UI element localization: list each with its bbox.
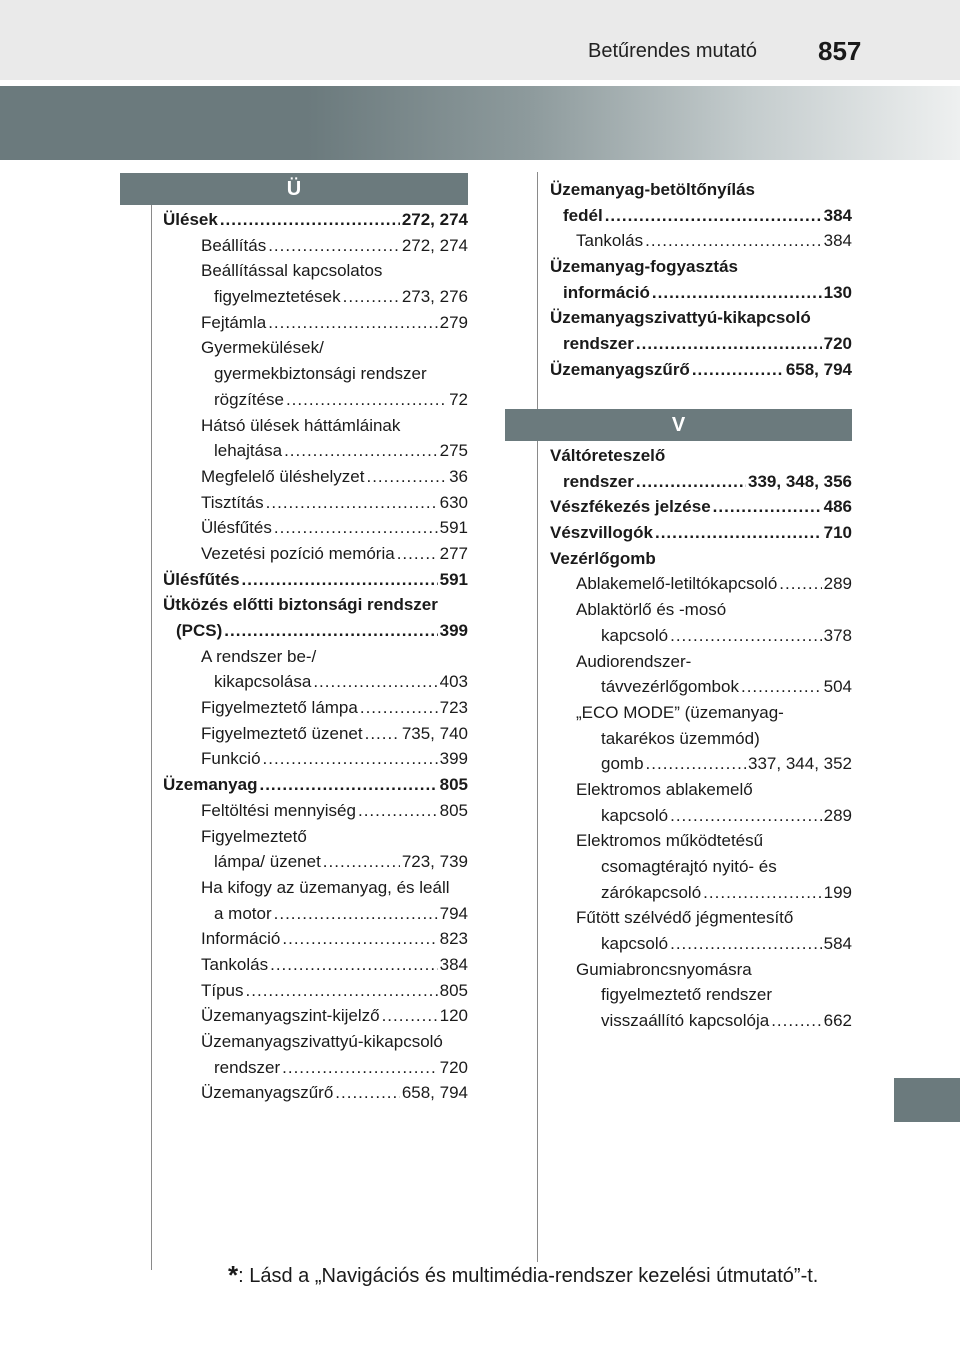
index-entry [550,1008,852,1034]
leader-dots [703,880,821,906]
section-title: Betűrendes mutató [588,40,757,62]
index-entry [550,443,852,469]
index-entry-label: Ablaktörlő és -mosó [576,600,727,620]
index-entry-pages: 720 [439,1057,468,1077]
index-entry-label: Ülések [163,210,218,229]
index-entry-label: zárókapcsoló [601,882,702,902]
index-entry [163,335,468,361]
index-entry-label: Figyelmeztető [201,826,307,846]
index-column-right-bottom [550,443,852,1034]
index-entry [550,469,852,495]
leader-dots [343,284,400,310]
index-entry [550,254,852,280]
leader-dots [274,515,438,541]
index-entry-label: kapcsoló [601,625,669,645]
index-entry-label: Ülésfűtés [163,569,240,589]
leader-dots [335,1080,400,1106]
index-entry-label: Elektromos ablakemelő [576,779,753,799]
index-entry-pages: 710 [823,523,852,543]
index-entry [163,618,468,644]
index-entry-pages: 337, 344, 352 [748,754,852,774]
index-entry-pages: 805 [439,980,468,1000]
index-entry-label: kapcsoló [601,805,669,825]
index-entry-pages: 486 [823,497,852,517]
index-entry [163,1003,468,1029]
index-entry-label: A rendszer be-/ [201,646,317,666]
index-entry [163,644,468,670]
index-entry-label: „ECO MODE” (üzemanyag- [576,702,784,722]
index-entry-label: Ülésfűtés [201,518,272,538]
letter-heading-v: V [505,409,852,441]
index-entry [550,880,852,906]
index-entry [163,284,468,310]
index-entry-pages: 339, 348, 356 [748,471,852,491]
leader-dots [242,567,438,593]
index-entry-pages: 272, 274 [401,235,468,255]
index-entry-label: fedél [563,205,603,225]
leader-dots [246,978,438,1004]
leader-dots [286,387,447,413]
index-entry-label: visszaállító kapcsolója [601,1011,770,1031]
index-entry [163,1080,468,1106]
leader-dots [655,520,822,546]
index-entry [163,1055,468,1081]
index-entry-pages: 399 [439,621,468,640]
index-entry [550,546,852,572]
index-entry-label: Üzemanyagszűrő [201,1083,334,1103]
index-entry-pages: 275 [439,441,468,461]
index-entry-pages: 805 [439,775,468,795]
index-entry-pages: 723 [439,698,468,718]
index-entry [163,233,468,259]
index-entry-label: Üzemanyag [163,775,258,795]
leader-dots [771,1008,821,1034]
index-entry-pages: 277 [439,543,468,563]
index-entry-label: (PCS) [176,621,223,640]
index-entry [163,387,468,413]
index-entry-label: távvezérlőgombok [601,677,739,697]
leader-dots [313,669,437,695]
index-entry [163,310,468,336]
index-entry-label: Fejtámla [201,312,267,332]
index-entry-pages: 72 [449,389,468,409]
index-entry [550,623,852,649]
index-entry [163,746,468,772]
index-entry [550,597,852,623]
index-entry-pages: 289 [823,805,852,825]
leader-dots [670,803,822,829]
index-entry [163,978,468,1004]
index-entry-label: rendszer [563,334,634,354]
index-entry-pages: 279 [439,312,468,332]
index-entry-label: Tankolás [201,954,269,974]
leader-dots [360,695,438,721]
index-entry [550,700,852,726]
index-entry [550,674,852,700]
index-entry-pages: 805 [439,800,468,820]
index-entry-pages: 199 [823,882,852,902]
index-entry-pages: 720 [823,334,852,354]
index-entry-label: Beállítással kapcsolatos [201,261,383,281]
index-entry [550,803,852,829]
leader-dots [268,310,437,336]
index-entry-label: csomagtérajtó nyitó- és [601,857,777,876]
index-entry-label: takarékos üzemmód) [601,728,760,748]
index-entry-label: információ [563,282,650,302]
page-number: 857 [818,36,862,66]
index-entry [550,649,852,675]
leader-dots [382,1003,438,1029]
index-entry [550,905,852,931]
index-entry-label: Vészvillogók [550,523,653,543]
index-entry-label: Üzemanyagszivattyú-kikapcsoló [201,1032,443,1051]
index-entry [163,952,468,978]
index-entry-label: rögzítése [214,389,284,409]
index-entry-label: kapcsoló [601,934,669,954]
index-entry-label: Üzemanyagszint-kijelző [201,1006,380,1026]
index-entry [550,726,852,752]
index-entry-label: Vezérlőgomb [550,548,656,568]
index-entry [163,541,468,567]
index-entry-label: Beállítás [201,235,267,255]
index-entry [550,982,852,1008]
leader-dots [224,618,437,644]
index-entry-label: Információ [201,929,281,949]
leader-dots [263,746,438,772]
index-entry-label: rendszer [563,471,634,491]
index-entry-label: kikapcsolása [214,672,312,692]
index-entry-pages: 591 [439,518,468,538]
leader-dots [365,721,400,747]
index-entry [550,854,852,880]
index-entry [550,228,852,254]
index-entry-label: Audiorendszer- [576,651,692,671]
leader-dots [284,438,438,464]
index-entry-label: Üzemanyagszűrő [550,359,690,379]
leader-dots [692,357,784,383]
index-entry-label: Megfelelő üléshelyzet [201,466,365,486]
index-entry [163,772,468,798]
index-entry-label: figyelmeztetések [214,287,341,307]
leader-dots [323,849,400,875]
index-column-right-top [550,177,852,383]
letter-heading-u-umlaut: Ü [120,173,468,205]
footnote-star: * [228,1260,239,1290]
index-entry-label: Fűtött szélvédő jégmentesítő [576,908,794,928]
index-entry-pages: 723, 739 [401,852,468,872]
leader-dots [652,280,822,306]
index-entry [163,824,468,850]
index-entry [163,438,468,464]
index-entry [163,901,468,927]
index-entry-pages: 384 [823,205,852,225]
leader-dots [713,494,822,520]
index-entry-label: rendszer [214,1057,281,1077]
index-entry [550,177,852,203]
index-entry-pages: 794 [439,903,468,923]
left-column-rule [151,200,152,1270]
index-entry-label: Elektromos működtetésű [576,831,764,851]
index-entry [163,567,468,593]
index-entry-pages: 36 [449,466,468,486]
leader-dots [397,541,438,567]
index-entry-label: Hátsó ülések háttámláinak [201,415,401,435]
index-entry-pages: 630 [439,492,468,512]
leader-dots [220,207,400,233]
index-entry-pages: 130 [823,282,852,302]
index-entry-label: Figyelmeztető lámpa [201,698,358,718]
leader-dots [358,798,438,824]
index-entry-label: Üzemanyagszivattyú-kikapcsoló [550,308,811,328]
leader-dots [282,926,437,952]
index-entry-pages: 658, 794 [401,1083,468,1103]
index-entry [550,203,852,229]
index-entry [163,464,468,490]
index-entry-pages: 662 [823,1011,852,1031]
index-entry-label: Vezetési pozíció memória [201,543,395,563]
index-entry [550,494,852,520]
leader-dots [636,469,746,495]
leader-dots [605,203,822,229]
leader-dots [259,772,437,798]
leader-dots [282,1055,437,1081]
leader-dots [636,331,822,357]
index-entry-label: Figyelmeztető üzenet [201,723,363,743]
index-entry [550,751,852,777]
footnote [228,1260,818,1291]
leader-dots [741,674,822,700]
index-entry-label: Vészfékezés jelzése [550,497,711,517]
index-entry-label: Ha kifogy az üzemanyag, és leáll [201,877,450,897]
leader-dots [274,901,438,927]
leader-dots [670,931,822,957]
index-entry-pages: 120 [439,1006,468,1026]
index-entry [550,280,852,306]
footnote-text: : Lásd a „Navigációs és multimédia-rendszer kezelési útmutató”-t. [238,1265,819,1287]
index-entry-pages: 591 [439,569,468,589]
chapter-tab [894,1078,960,1122]
index-entry [163,592,468,618]
index-entry-label: lehajtása [214,441,283,461]
index-entry [550,305,852,331]
index-entry-label: gomb [601,754,644,774]
index-entry [550,828,852,854]
index-entry-label: gyermekbiztonsági rendszer [214,364,427,384]
index-entry [550,357,852,383]
index-entry-label: Típus [201,980,244,1000]
index-entry [550,931,852,957]
index-column-left [163,207,468,1106]
index-entry [163,798,468,824]
top-band [0,0,960,80]
index-entry-label: Tisztítás [201,492,264,512]
index-entry-pages: 289 [823,574,852,594]
index-entry [163,515,468,541]
index-entry [163,207,468,233]
leader-dots [268,233,400,259]
index-entry [163,490,468,516]
index-entry-pages: 658, 794 [785,359,852,379]
index-entry-pages: 403 [439,672,468,692]
leader-dots [646,751,746,777]
index-entry [163,669,468,695]
column-divider [537,172,538,1262]
index-entry [163,875,468,901]
leader-dots [645,228,822,254]
index-entry-label: Váltóreteszelő [550,446,666,465]
leader-dots [779,571,821,597]
index-entry-label: Feltöltési mennyiség [201,800,356,820]
index-entry-pages: 273, 276 [401,287,468,307]
index-entry-label: Üzemanyag-betöltőnyílás [550,180,755,199]
index-entry-label: a motor [214,903,272,923]
index-entry-pages: 399 [439,749,468,769]
index-entry-pages: 823 [439,929,468,949]
index-entry [163,695,468,721]
leader-dots [366,464,447,490]
index-entry-pages: 384 [439,954,468,974]
index-entry-label: Funkció [201,749,261,769]
index-entry-label: Tankolás [576,231,644,251]
index-entry [163,721,468,747]
leader-dots [266,490,438,516]
index-entry-label: Ütközés előtti biztonsági rendszer [163,595,438,615]
index-entry-pages: 378 [823,625,852,645]
index-entry-pages: 272, 274 [401,210,468,229]
index-entry [163,849,468,875]
index-entry [163,926,468,952]
index-entry-label: Üzemanyag-fogyasztás [550,257,739,277]
index-entry-pages: 735, 740 [401,723,468,743]
index-entry [550,571,852,597]
index-entry-label: Ablakemelő-letiltókapcsoló [576,574,778,594]
header-banner [0,86,960,160]
index-entry [163,1029,468,1055]
index-entry [550,331,852,357]
index-entry [163,361,468,387]
index-entry-label: lámpa/ üzenet [214,852,321,872]
index-entry-pages: 384 [823,231,852,251]
index-entry [550,777,852,803]
index-entry-pages: 504 [823,677,852,697]
leader-dots [670,623,822,649]
index-entry [163,258,468,284]
index-entry-label: Gyermekülések/ [201,338,324,358]
index-entry [163,413,468,439]
index-entry-pages: 584 [823,934,852,954]
index-entry [550,957,852,983]
index-entry-label: figyelmeztető rendszer [601,985,773,1005]
index-entry-label: Gumiabroncsnyomásra [576,959,752,979]
leader-dots [270,952,438,978]
index-entry [550,520,852,546]
